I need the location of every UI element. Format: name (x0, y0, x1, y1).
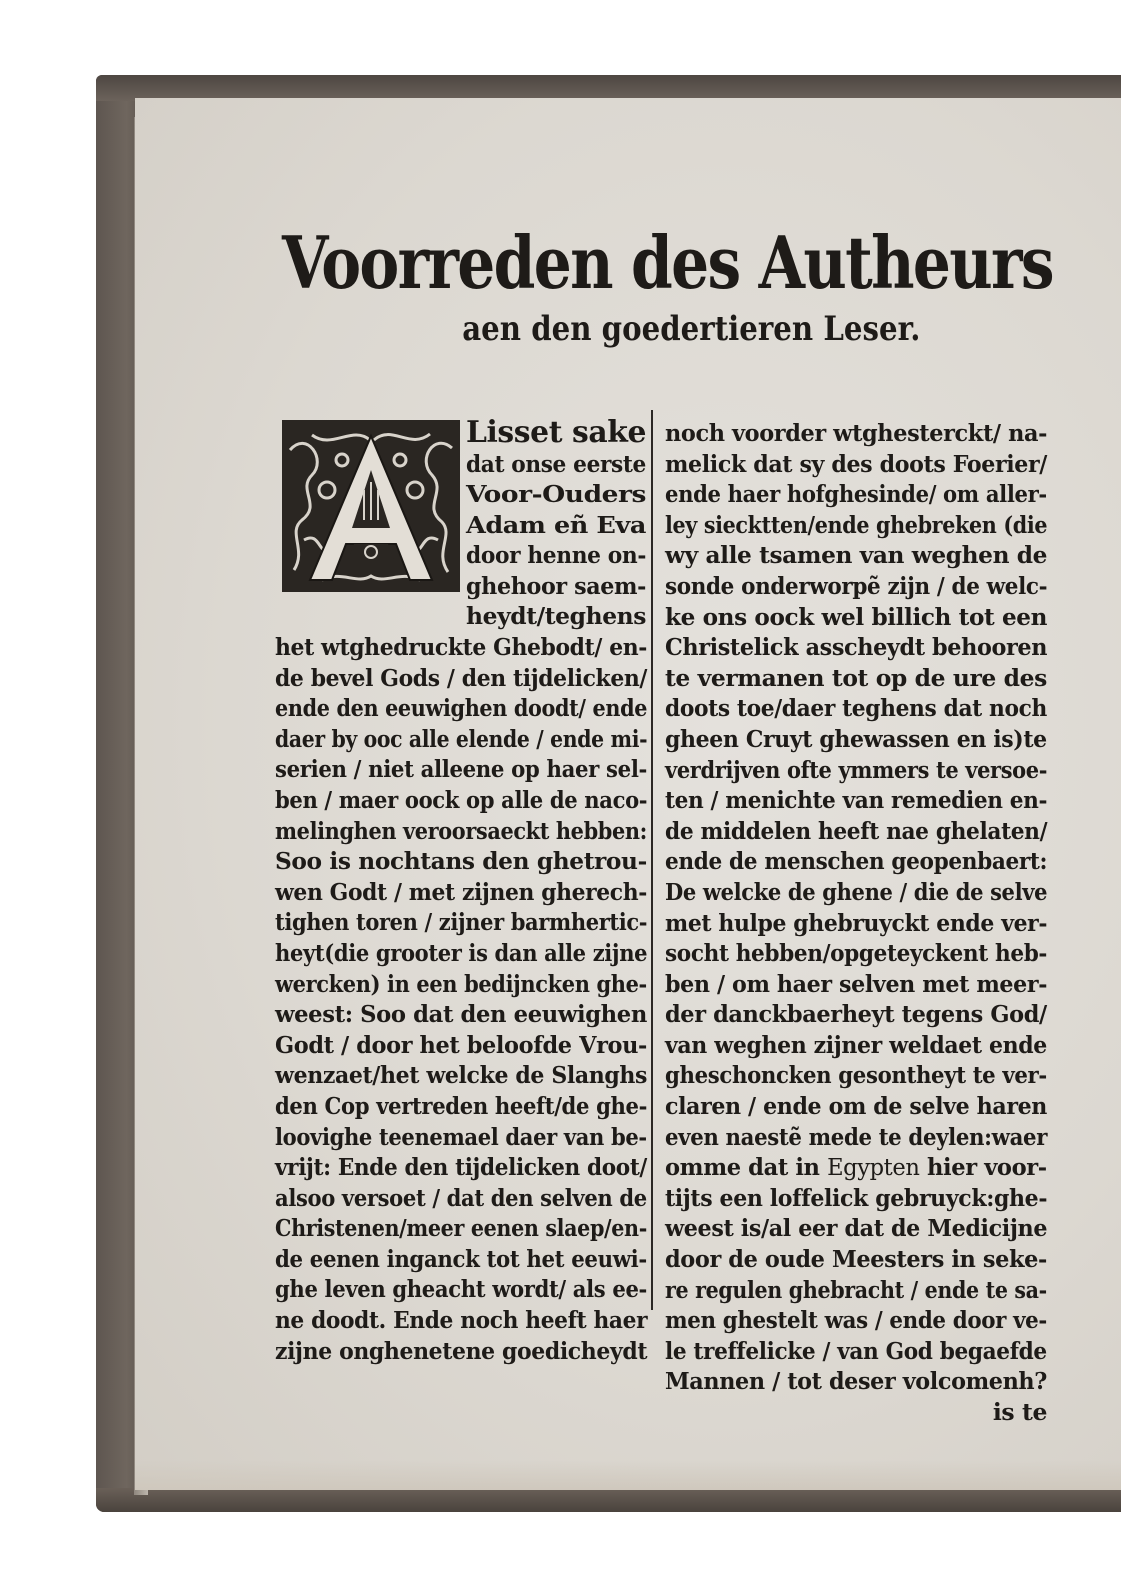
text-line: weest is/al eer dat de Medicijne (665, 1214, 1048, 1243)
text-line: wercken) in een bedijncken ghe- (275, 969, 647, 998)
text-line: doots toe/daer teghens dat noch (665, 694, 1047, 723)
text-line: ne doodt. Ende noch heeft haer (275, 1306, 648, 1335)
text-line: wen Godt / met zijnen gherech- (275, 877, 647, 906)
text-line: zijne onghenetene goedicheydt (275, 1336, 648, 1365)
text-line: even naestẽ mede te deylen:waer (665, 1122, 1048, 1151)
text-line: Lisset sake (466, 415, 647, 450)
text-line: socht hebben/opgeteyckent heb- (665, 939, 1048, 968)
text-line: Voor-Ouders (466, 480, 647, 509)
left-column (275, 632, 647, 1366)
text-line: het wtghedruckte Ghebodt/ en- (275, 633, 647, 661)
left-column-beside-initial-last (466, 601, 646, 632)
text-line: melick dat sy des doots Foerier/ (665, 449, 1047, 478)
text-line: De welcke de ghene / die de selve (665, 877, 1048, 906)
text-line: ende de menschen geopenbaert: (665, 847, 1048, 876)
text-line: gheschoncken gesontheyt te ver- (665, 1061, 1047, 1090)
text-line: van weghen zijner weldaet ende (665, 1030, 1047, 1059)
text-line: dat onse eerste (466, 449, 646, 478)
page-title: Voorreden des Autheurs (282, 220, 1053, 305)
text-line: wenzaet/het welcke de Slanghs (275, 1061, 648, 1090)
text-line: ende haer hofghesinde/ om aller- (665, 480, 1047, 509)
text-line: Adam eñ Eva (466, 510, 646, 539)
text-line: daer by ooc alle elende / ende mi- (275, 724, 648, 753)
text-line: Christenen/meer eenen slaep/en- (275, 1214, 647, 1243)
text-line: serien / niet alleene op haer sel- (275, 755, 648, 784)
text-line: re regulen ghebracht / ende te sa- (665, 1275, 1047, 1304)
text-line: ben / maer oock op alle de naco- (275, 785, 648, 814)
text-line: den Cop vertreden heeft/de ghe- (275, 1091, 648, 1120)
text-line: le treffelicke / van God begaefde (665, 1336, 1047, 1365)
floral-initial-icon (282, 420, 460, 592)
text-line: Godt / door het beloofde Vrou- (275, 1030, 647, 1059)
text-line: heydt/teghens (466, 602, 647, 630)
text-line: de bevel Gods / den tijdelicken/ (275, 663, 648, 692)
text-line: sonde onderworpẽ zijn / de welc- (665, 571, 1048, 600)
column-divider (651, 410, 653, 1310)
text-line: ke ons oock wel billich tot een (665, 602, 1048, 631)
text-line: weest: Soo dat den eeuwighen (275, 1000, 647, 1029)
text-line: Christelick asscheydt behooren (665, 633, 1048, 662)
text-line: vrijt: Ende den tijdelicken doot/ (275, 1153, 647, 1182)
page-subtitle: aen den goedertieren Leser. (462, 309, 921, 349)
text-line: ghe leven gheacht wordt/ als ee- (275, 1275, 647, 1304)
text-line: door henne on- (466, 541, 647, 570)
text-line: loovighe teenemael daer van be- (275, 1122, 647, 1151)
text-line: ende den eeuwighen doodt/ ende (275, 694, 648, 723)
text-line: de eenen inganck tot het eeuwi- (275, 1244, 647, 1273)
decorated-initial-a (282, 420, 460, 592)
text-line-with-roman-word: omme dat in Egypten hier voor- (665, 1153, 1047, 1182)
text-line: wy alle tsamen van weghen de (665, 541, 1048, 570)
cover-bottom-edge (96, 1488, 1121, 1512)
text-line: te vermanen tot op de ure des (665, 663, 1047, 692)
text-line: alsoo versoet / dat den selven de (275, 1183, 647, 1212)
text-line: Mannen / tot deser volcomenh? (665, 1367, 1047, 1396)
text-line: der danckbaerheyt tegens God/ (665, 1000, 1047, 1029)
text-line: gheen Cruyt ghewassen en is)te (665, 724, 1047, 753)
text-line: Soo is nochtans den ghetrou- (275, 847, 647, 876)
text-line: verdrijven ofte ymmers te versoe- (665, 755, 1048, 784)
text-line: met hulpe ghebruyckt ende ver- (665, 908, 1048, 937)
text-line: claren / ende om de selve haren (665, 1092, 1048, 1121)
right-column (665, 418, 1047, 1428)
text-line: ben / om haer selven met meer- (665, 969, 1048, 998)
roman-type-word: Egypten (827, 1153, 920, 1182)
catchword: is te (992, 1398, 1047, 1426)
text-line: de middelen heeft nae ghelaten/ (665, 816, 1048, 845)
text-line: tighen toren / zijner barmhertic- (275, 908, 648, 937)
text-line: ley siecktten/ende ghebreken (die (665, 510, 1048, 539)
text-line: tijts een loffelick gebruyck:ghe- (665, 1183, 1048, 1212)
text-line: ten / menichte van remedien en- (665, 786, 1048, 815)
text-line: ghehoor saem- (466, 571, 647, 600)
left-column-beside-initial (466, 415, 647, 602)
text-line: melinghen veroorsaeckt hebben: (275, 816, 647, 845)
text-line: door de oude Meesters in seke- (665, 1245, 1047, 1274)
text-line: noch voorder wtghesterckt/ na- (665, 419, 1048, 447)
text-line: men ghestelt was / ende door ve- (665, 1306, 1047, 1335)
text-line: heyt(die grooter is dan alle zijne (275, 938, 648, 967)
